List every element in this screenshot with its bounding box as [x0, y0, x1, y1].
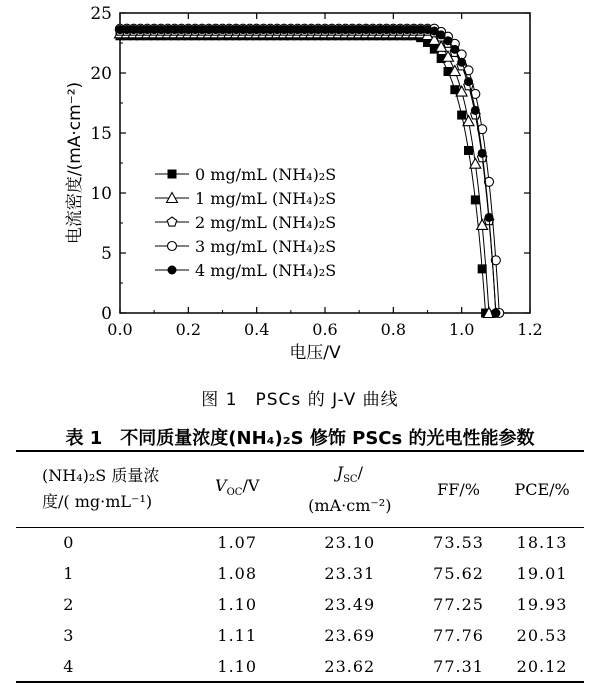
x-tick-label: 0.8 — [380, 320, 407, 339]
marker-filled-circle — [478, 149, 487, 158]
header-pce-label: PCE/% — [514, 479, 570, 499]
table-title: 表 1 不同质量浓度(NH₄)₂S 修饰 PSCs 的光电性能参数 — [65, 428, 535, 449]
cell-jsc: 23.62 — [324, 656, 376, 676]
legend-entry: 4 mg/mL (NH₄)₂S — [195, 261, 337, 280]
table-row — [16, 620, 584, 651]
y-tick-label: 25 — [90, 4, 112, 24]
figure-caption: 图 1 PSCs 的 J-V 曲线 — [201, 390, 399, 410]
x-axis-label: 电压/V — [289, 343, 341, 363]
marker-square — [471, 195, 480, 204]
marker-filled-circle — [450, 45, 459, 54]
cell-voc: 1.10 — [217, 595, 258, 614]
x-tick-label: 0.6 — [312, 320, 338, 339]
x-tick-label: 0.2 — [175, 320, 202, 339]
header-jsc-sub: SC — [343, 473, 358, 485]
cell-voc: 1.07 — [217, 533, 258, 553]
marker-filled-circle — [464, 77, 473, 86]
y-tick-label: 0 — [101, 304, 112, 324]
cell-voc: 1.10 — [217, 656, 258, 676]
y-tick-label: 15 — [90, 124, 112, 144]
y-tick-label: 10 — [90, 184, 112, 204]
cell-jsc: 23.69 — [324, 626, 376, 645]
header-jsc-symbol: J — [336, 462, 344, 482]
cell-concentration: 0 — [63, 533, 75, 553]
cell-voc: 1.08 — [217, 564, 258, 583]
marker-pentagon — [167, 217, 177, 226]
cell-concentration: 1 — [63, 564, 75, 583]
marker-filled-circle — [471, 106, 480, 115]
cell-ff: 73.53 — [433, 533, 484, 553]
cell-jsc: 23.49 — [324, 595, 376, 614]
marker-filled-circle — [491, 309, 500, 318]
table-row — [16, 527, 584, 558]
cell-ff: 77.25 — [433, 595, 484, 614]
header-jsc — [283, 451, 417, 527]
cell-ff: 77.31 — [433, 656, 484, 676]
table-row — [16, 651, 584, 682]
cell-voc: 1.11 — [217, 626, 258, 645]
marker-filled-circle — [457, 58, 466, 67]
header-pce — [500, 451, 584, 527]
marker-filled-circle — [437, 30, 446, 39]
performance-table — [16, 450, 584, 683]
cell-jsc: 23.10 — [324, 533, 376, 553]
legend-entry: 2 mg/mL (NH₄)₂S — [195, 213, 337, 232]
cell-pce: 19.93 — [516, 595, 568, 614]
header-concentration — [16, 451, 192, 527]
header-jsc-line1 — [284, 460, 416, 493]
table-row — [16, 589, 584, 620]
header-voc-line — [193, 473, 282, 506]
marker-filled-circle — [168, 266, 177, 275]
cell-pce: 20.53 — [516, 626, 568, 645]
header-jsc-line2: (mA·cm⁻²) — [308, 495, 392, 515]
legend-entry: 0 mg/mL (NH₄)₂S — [195, 165, 337, 184]
legend-entry: 3 mg/mL (NH₄)₂S — [195, 237, 337, 256]
marker-filled-circle — [444, 36, 453, 45]
marker-open-circle — [168, 242, 177, 251]
cell-pce: 18.13 — [516, 533, 568, 553]
table-row — [16, 558, 584, 589]
header-concentration-line2: 度/( mg·mL⁻¹) — [42, 492, 153, 512]
cell-ff: 77.76 — [433, 626, 484, 645]
cell-concentration: 3 — [63, 626, 75, 645]
marker-square — [457, 111, 466, 120]
cell-pce: 19.01 — [516, 564, 568, 583]
x-tick-label: 0.0 — [107, 320, 133, 339]
marker-square — [168, 170, 177, 179]
header-voc-sub: OC — [226, 486, 243, 498]
x-tick-label: 1.2 — [517, 320, 543, 339]
marker-filled-circle — [485, 213, 494, 222]
header-voc — [192, 451, 283, 527]
cell-jsc: 23.31 — [324, 564, 376, 583]
header-ff-label: FF/% — [437, 479, 480, 499]
header-voc-tail: /V — [242, 475, 260, 495]
y-tick-label: 20 — [90, 64, 112, 84]
y-tick-label: 5 — [101, 244, 112, 264]
table-header-row — [16, 451, 584, 527]
legend-entry: 1 mg/mL (NH₄)₂S — [195, 189, 337, 208]
header-concentration-line1: (NH₄)₂S 质量浓 — [42, 466, 160, 486]
marker-square — [464, 146, 473, 155]
cell-ff: 75.62 — [433, 564, 484, 583]
x-tick-label: 0.4 — [243, 320, 270, 339]
y-axis-label: 电流密度/(mA·cm⁻²) — [65, 81, 85, 245]
header-ff — [417, 451, 500, 527]
cell-pce: 20.12 — [516, 656, 568, 676]
header-jsc-tail: / — [357, 462, 363, 482]
header-voc-symbol: V — [215, 475, 227, 495]
marker-open-circle — [464, 66, 473, 75]
cell-concentration: 2 — [63, 595, 75, 614]
cell-concentration: 4 — [63, 656, 75, 676]
x-tick-label: 1.0 — [448, 320, 475, 339]
